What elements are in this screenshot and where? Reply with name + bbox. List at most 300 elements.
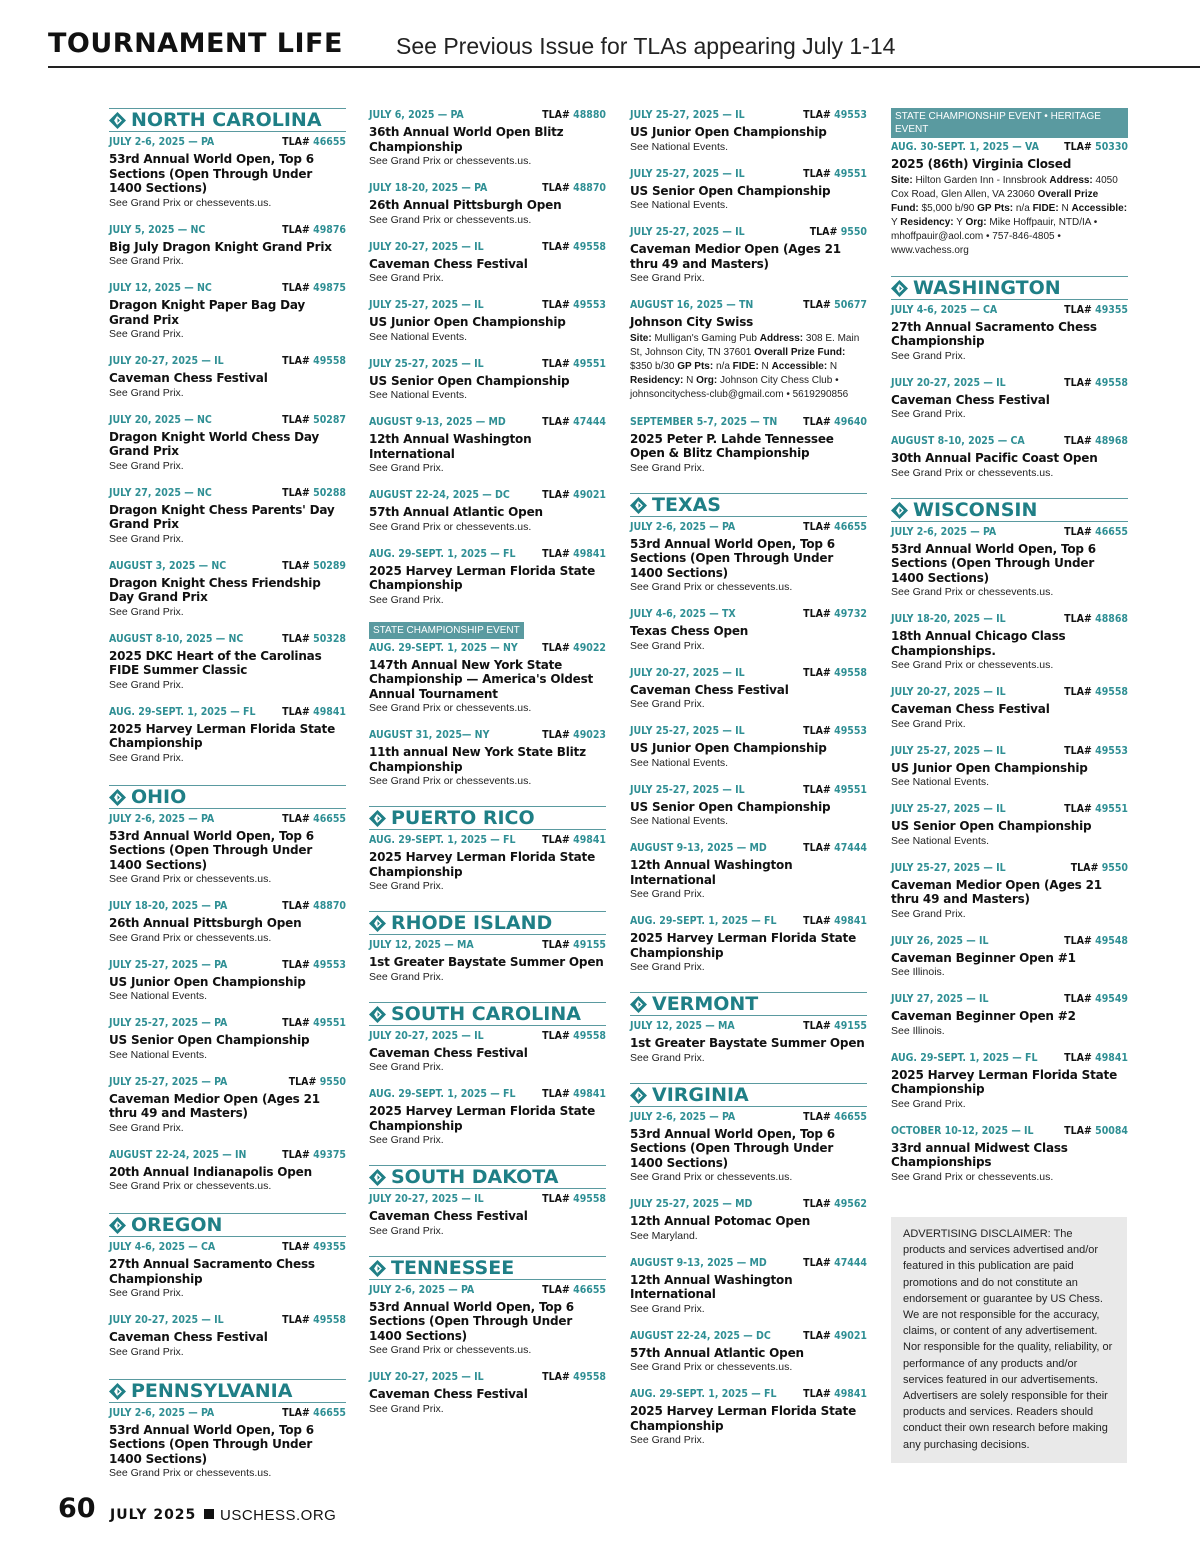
event-date: JULY 25-27, 2025 — IL <box>630 109 745 121</box>
event-dateline <box>630 520 867 534</box>
event-listing[interactable] <box>630 666 867 712</box>
event-listing[interactable] <box>369 728 606 788</box>
tla-number <box>282 812 346 826</box>
event-listing[interactable] <box>109 1148 346 1194</box>
tla-number <box>542 108 606 122</box>
event-listing[interactable] <box>109 223 346 269</box>
event-name: 53rd Annual World Open, Top 6 Sections (Open Through Under 1400 Sections) <box>630 536 835 580</box>
state-section <box>891 498 1128 1184</box>
tla-value: 47444 <box>834 842 867 854</box>
event-listing[interactable] <box>630 167 867 213</box>
tla-value: 49553 <box>313 958 346 971</box>
detail-value: $350 b/30 <box>630 360 678 372</box>
event-details <box>891 174 1128 258</box>
event-listing[interactable] <box>109 1313 346 1359</box>
tla-number <box>542 728 606 742</box>
state-heading <box>369 1256 606 1280</box>
event-name: Dragon Knight Chess Friendship Day Grand Prix <box>109 575 321 604</box>
event-name: US Junior Open Championship <box>630 741 827 755</box>
event-listing[interactable] <box>630 607 867 653</box>
state-name: SOUTH DAKOTA <box>391 1166 559 1188</box>
event-listing[interactable] <box>630 1110 867 1185</box>
chess-knight-icon <box>109 789 126 806</box>
event-listing[interactable] <box>369 833 606 893</box>
event-date: JULY 2-6, 2025 — PA <box>630 520 736 533</box>
event-date: JULY 25-27, 2025 — PA <box>109 1017 228 1029</box>
tla-label: TLA# <box>542 1193 574 1205</box>
event-listing[interactable] <box>630 914 867 974</box>
event-note: See Grand Prix. <box>369 880 444 892</box>
tla-number <box>282 958 346 972</box>
event-listing[interactable] <box>109 705 346 765</box>
event-listing[interactable] <box>109 559 346 619</box>
tla-label: TLA# <box>803 725 835 737</box>
state-section <box>369 1256 606 1416</box>
event-date: AUG. 29-SEPT. 1, 2025 — FL <box>369 834 516 846</box>
detail-key: Overall Prize Fund: <box>891 188 1099 214</box>
event-listing[interactable] <box>369 1283 606 1358</box>
tla-value: 49551 <box>834 783 867 796</box>
event-name: US Junior Open Championship <box>369 315 566 329</box>
event-name: Caveman Chess Festival <box>109 371 268 385</box>
event-dateline <box>109 1406 346 1420</box>
tla-label: TLA# <box>542 416 574 428</box>
event-dateline <box>109 559 346 573</box>
tla-value: 49640 <box>834 415 867 428</box>
event-listing[interactable] <box>109 1075 346 1135</box>
event-name: 11th annual New York State Blitz Championship <box>369 745 586 774</box>
tla-value: 49841 <box>1095 1051 1128 1064</box>
event-listing[interactable] <box>630 1329 867 1375</box>
tla-label: TLA# <box>542 1371 574 1383</box>
detail-value: n/a <box>713 360 733 372</box>
state-name: VERMONT <box>652 993 759 1015</box>
tla-value: 49355 <box>1095 303 1128 316</box>
tla-label: TLA# <box>1064 744 1096 757</box>
event-listing[interactable] <box>630 1019 867 1065</box>
tla-number <box>803 1197 867 1211</box>
detail-value: Mike Hoffpauir, NTD/IA • mhoffpauir@aol.com • 757-846-4805 • www.vachess.org <box>891 216 1098 256</box>
event-date: JULY 20-27, 2025 — IL <box>630 666 745 679</box>
event-date: OCTOBER 10-12, 2025 — IL <box>891 1124 1034 1137</box>
event-listing[interactable] <box>891 1051 1128 1111</box>
detail-key: GP Pts: <box>677 360 714 372</box>
detail-value: Mulligan's Gaming Pub <box>651 332 760 344</box>
tla-value: 50289 <box>313 559 346 572</box>
tla-label: TLA# <box>1064 934 1096 947</box>
event-listing[interactable] <box>369 357 606 403</box>
detail-value: N <box>827 360 838 372</box>
event-note: See Grand Prix. <box>109 1345 184 1358</box>
event-name: 2025 Harvey Lerman Florida State Championship <box>891 1067 1118 1096</box>
tla-label: TLA# <box>803 520 835 533</box>
tla-label: TLA# <box>542 357 574 370</box>
tla-number <box>803 607 867 621</box>
tla-value: 49021 <box>834 1329 867 1342</box>
event-name: Johnson City Swiss <box>630 315 754 329</box>
event-listing[interactable] <box>891 376 1128 422</box>
event-listing[interactable] <box>109 135 346 210</box>
event-dateline <box>630 167 867 181</box>
event-date: AUG. 29-SEPT. 1, 2025 — FL <box>630 1388 777 1400</box>
event-listing[interactable] <box>369 1370 606 1416</box>
tla-value: 46655 <box>573 1283 606 1296</box>
event-listing[interactable] <box>369 1029 606 1075</box>
tla-label: TLA# <box>1064 435 1096 447</box>
event-note: See Grand Prix or chessevents.us. <box>630 1361 793 1373</box>
event-name: 12th Annual Washington International <box>369 432 532 461</box>
tla-label: TLA# <box>803 666 835 679</box>
tla-label: TLA# <box>803 167 835 180</box>
detail-value: 4050 Cox Road, Glen Allen, VA 23060 <box>891 174 1118 200</box>
event-note: See Grand Prix. <box>369 1402 444 1415</box>
event-date: JULY 2-6, 2025 — PA <box>109 812 215 825</box>
state-name: TEXAS <box>652 493 721 516</box>
event-date: JULY 20-27, 2025 — IL <box>891 686 1006 698</box>
detail-key: Site: <box>891 174 913 186</box>
event-listing[interactable] <box>630 1197 867 1243</box>
tla-value: 49553 <box>1095 744 1128 757</box>
event-listing[interactable] <box>630 1387 867 1447</box>
tla-number <box>542 641 606 655</box>
state-name: TENNESSEE <box>391 1256 515 1279</box>
event-listing[interactable] <box>630 520 867 595</box>
tla-value: 46655 <box>313 136 346 148</box>
state-heading <box>369 911 606 935</box>
tla-value: 46655 <box>313 1406 346 1419</box>
event-dateline <box>369 547 606 561</box>
event-dateline <box>630 724 867 738</box>
event-dateline <box>630 108 867 122</box>
tla-value: 46655 <box>834 1110 867 1123</box>
event-dateline <box>109 1016 346 1030</box>
tla-value: 49558 <box>573 1029 606 1042</box>
event-date: JULY 20-27, 2025 — IL <box>109 355 224 367</box>
event-dateline <box>369 357 606 371</box>
detail-value: N <box>683 374 697 386</box>
tla-number <box>1064 303 1128 317</box>
event-dateline <box>630 415 867 429</box>
event-date: JULY 25-27, 2025 — IL <box>630 226 745 238</box>
event-listing[interactable] <box>109 958 346 1004</box>
tla-value: 46655 <box>1095 525 1128 538</box>
event-listing[interactable] <box>109 1240 346 1300</box>
event-name: US Senior Open Championship <box>630 799 831 814</box>
event-dateline <box>109 705 346 719</box>
detail-value: 308 E. Main St, Johnson City, TN 37601 <box>630 332 860 358</box>
tla-value: 48868 <box>1095 613 1128 625</box>
tla-value: 49558 <box>313 1314 346 1326</box>
tla-label: TLA# <box>542 1283 574 1296</box>
state-name: RHODE ISLAND <box>391 912 553 934</box>
tla-label: TLA# <box>282 282 314 294</box>
event-date: JULY 26, 2025 — IL <box>891 934 989 947</box>
event-date: JULY 25-27, 2025 — IL <box>630 783 745 796</box>
event-note: See Grand Prix. <box>630 461 705 474</box>
event-listing[interactable] <box>109 486 346 546</box>
event-listing[interactable] <box>109 632 346 692</box>
tla-number <box>542 181 606 195</box>
tla-value: 49841 <box>313 705 346 718</box>
event-listing[interactable] <box>630 415 867 475</box>
tla-label: TLA# <box>803 608 835 620</box>
tla-value: 49841 <box>834 1388 867 1400</box>
event-listing[interactable] <box>109 1016 346 1062</box>
advertising-disclaimer: ADVERTISING DISCLAIMER: The products and services advertised and/or featured in this publication are paid promotions and do not constitute an endorsement or guarantee by US Chess. We are not responsible for the accuracy, claims, or content of any advertisement. Nor responsible for the quality, reliability, or performance of any products and/or services featured in our advertisements. Advertisers are solely responsible for their products and services. Readers should conduct their own research before making any purchasing decisions. <box>891 1217 1127 1463</box>
event-listing[interactable] <box>891 303 1128 363</box>
event-note: See National Events. <box>369 330 468 343</box>
state-heading <box>109 108 346 132</box>
tla-label: TLA# <box>542 182 574 194</box>
event-dateline <box>109 1075 346 1089</box>
event-listing[interactable] <box>891 108 1128 258</box>
event-listing[interactable] <box>109 413 346 473</box>
event-dateline <box>630 1110 867 1124</box>
event-listing[interactable] <box>369 547 606 607</box>
event-note: See National Events. <box>109 990 208 1002</box>
tla-value: 48968 <box>1095 435 1128 447</box>
event-listing[interactable] <box>369 938 606 984</box>
tla-value: 48870 <box>313 900 346 912</box>
event-listing[interactable] <box>630 724 867 770</box>
event-dateline <box>109 413 346 427</box>
state-heading <box>369 806 606 830</box>
tla-number <box>542 1192 606 1206</box>
event-dateline <box>369 938 606 952</box>
event-listing[interactable] <box>630 841 867 901</box>
event-listing[interactable] <box>369 620 606 716</box>
event-dateline <box>891 685 1128 699</box>
event-listing[interactable] <box>369 1192 606 1238</box>
chess-knight-icon <box>630 497 647 514</box>
tla-value: 49155 <box>573 939 606 951</box>
detail-key: Accessible: <box>771 360 828 372</box>
event-date: AUGUST 22-24, 2025 — DC <box>369 489 510 501</box>
event-note: See Grand Prix or chessevents.us. <box>369 155 532 167</box>
event-name: 27th Annual Sacramento Chess Championship <box>109 1257 315 1286</box>
tla-label: TLA# <box>1064 1124 1096 1137</box>
event-date: AUGUST 16, 2025 — TN <box>630 299 754 311</box>
column-2 <box>369 108 606 1429</box>
event-name: 2025 Harvey Lerman Florida State Championship <box>109 721 336 750</box>
event-date: AUGUST 3, 2025 — NC <box>109 559 227 572</box>
detail-value: Y <box>953 216 966 228</box>
event-note: See Grand Prix. <box>109 386 184 399</box>
event-date: JULY 2-6, 2025 — PA <box>891 525 997 538</box>
event-name: Caveman Medior Open (Ages 21 thru 49 and Masters) <box>109 1091 320 1120</box>
tla-number <box>542 298 606 312</box>
state-name: WASHINGTON <box>913 276 1061 299</box>
event-listing[interactable] <box>891 612 1128 672</box>
tla-label: TLA# <box>542 299 574 311</box>
event-listing[interactable] <box>369 415 606 475</box>
event-listing[interactable] <box>369 298 606 344</box>
tla-label: TLA# <box>282 486 314 499</box>
event-listing[interactable] <box>891 992 1128 1038</box>
event-dateline <box>630 1019 867 1033</box>
event-name: Caveman Medior Open (Ages 21 thru 49 and Masters) <box>891 877 1102 906</box>
event-dateline <box>369 1029 606 1043</box>
tla-number <box>542 1283 606 1297</box>
event-listing[interactable] <box>369 108 606 168</box>
tla-number <box>1064 140 1128 154</box>
event-listing[interactable] <box>891 744 1128 790</box>
event-note: See Grand Prix. <box>891 408 966 420</box>
event-listing[interactable] <box>630 108 867 154</box>
tla-label: TLA# <box>282 1314 314 1326</box>
detail-value: $5,000 b/90 <box>918 202 978 214</box>
tla-label: TLA# <box>803 109 835 121</box>
event-dateline <box>369 181 606 195</box>
event-date: JULY 6, 2025 — PA <box>369 109 464 121</box>
tla-number <box>1064 802 1128 816</box>
event-listing[interactable] <box>369 488 606 534</box>
event-listing[interactable] <box>109 1406 346 1481</box>
event-listing[interactable] <box>369 181 606 227</box>
event-listing[interactable] <box>891 1124 1128 1184</box>
event-dateline <box>891 992 1128 1006</box>
state-section <box>891 108 1128 258</box>
tla-label: TLA# <box>542 1088 574 1100</box>
event-listing[interactable] <box>630 783 867 829</box>
event-date: AUG. 29-SEPT. 1, 2025 — NY <box>369 641 518 654</box>
tla-value: 49841 <box>573 547 606 560</box>
event-dateline <box>109 812 346 826</box>
detail-value: Y <box>891 216 901 228</box>
event-date: JULY 20-27, 2025 — IL <box>369 1029 484 1042</box>
state-name: PENNSYLVANIA <box>131 1379 293 1402</box>
event-note: See Grand Prix. <box>109 459 184 472</box>
event-dateline <box>630 607 867 621</box>
detail-value: N <box>1058 202 1072 214</box>
event-dateline <box>630 298 867 312</box>
tla-number <box>803 841 867 855</box>
state-heading <box>630 493 867 517</box>
tla-number <box>282 1148 346 1162</box>
state-heading <box>630 992 867 1016</box>
tla-value: 49548 <box>1095 934 1128 947</box>
event-dateline <box>891 1051 1128 1065</box>
tla-value: 49375 <box>313 1148 346 1161</box>
chess-knight-icon <box>369 810 386 827</box>
event-name: 18th Annual Chicago Class Championships. <box>891 629 1066 658</box>
issue-month: JULY 2025 <box>110 1507 197 1523</box>
event-listing[interactable] <box>630 225 867 285</box>
event-date: JULY 25-27, 2025 — IL <box>630 167 745 180</box>
tla-label: TLA# <box>803 915 835 927</box>
event-listing[interactable] <box>891 934 1128 980</box>
event-listing[interactable] <box>630 298 867 402</box>
event-dateline <box>369 108 606 122</box>
tla-number <box>282 1406 346 1420</box>
state-section <box>369 1002 606 1148</box>
event-note: See Maryland. <box>630 1229 698 1242</box>
tla-value: 48880 <box>573 109 606 121</box>
event-listing[interactable] <box>630 1256 867 1316</box>
tla-number <box>1064 744 1128 758</box>
tla-label: TLA# <box>542 1029 574 1042</box>
tla-value: 46655 <box>313 812 346 825</box>
tla-value: 50084 <box>1095 1124 1128 1137</box>
event-listing[interactable] <box>891 861 1128 921</box>
event-note: See Illinois. <box>891 1024 945 1037</box>
tla-value: 49553 <box>573 299 606 311</box>
tla-label: TLA# <box>803 1020 835 1032</box>
event-note: See Illinois. <box>891 966 945 978</box>
detail-value: Johnson City Chess Club • johnsoncitychess-club@gmail.com • 5619290856 <box>630 374 849 400</box>
tla-number <box>803 298 867 312</box>
tla-value: 49558 <box>313 355 346 367</box>
event-listing[interactable] <box>109 354 346 400</box>
tla-number <box>542 547 606 561</box>
event-dateline <box>109 899 346 913</box>
state-heading <box>630 1083 867 1107</box>
event-listing[interactable] <box>891 525 1128 600</box>
state-section <box>630 108 867 475</box>
event-date: SEPTEMBER 5-7, 2025 — TN <box>630 415 778 428</box>
event-note: See Grand Prix or chessevents.us. <box>109 196 272 209</box>
tla-value: 49558 <box>573 1193 606 1205</box>
tla-label: TLA# <box>282 1406 314 1419</box>
event-listing[interactable] <box>891 685 1128 731</box>
event-dateline <box>369 728 606 742</box>
event-name: 147th Annual New York State Championship — America's Oldest Annual Tournament <box>369 657 594 701</box>
event-name: 26th Annual Pittsburgh Open <box>109 916 302 930</box>
event-name: 26th Annual Pittsburgh Open <box>369 198 562 212</box>
tla-label: TLA# <box>1064 803 1096 815</box>
detail-value: n/a <box>1013 202 1033 214</box>
event-dateline <box>369 240 606 254</box>
event-name: 2025 Peter P. Lahde Tennessee Open & Blitz Championship <box>630 431 834 460</box>
event-listing[interactable] <box>369 1087 606 1147</box>
tla-label: TLA# <box>282 1017 314 1029</box>
tla-label: TLA# <box>282 705 314 718</box>
detail-key: GP Pts: <box>977 202 1014 214</box>
event-listing[interactable] <box>891 802 1128 848</box>
detail-key: Accessible: <box>1071 202 1128 214</box>
event-date: AUGUST 22-24, 2025 — IN <box>109 1148 247 1161</box>
state-section <box>109 1379 346 1481</box>
tla-label: TLA# <box>1064 686 1096 698</box>
event-name: 12th Annual Potomac Open <box>630 1214 811 1228</box>
site-link[interactable]: USCHESS.ORG <box>220 1507 337 1524</box>
event-listing[interactable] <box>891 434 1128 480</box>
event-listing[interactable] <box>109 281 346 341</box>
event-note: See Grand Prix. <box>109 1287 184 1299</box>
tla-value: 49558 <box>1095 686 1128 698</box>
tla-number <box>282 135 346 149</box>
event-listing[interactable] <box>109 812 346 887</box>
event-dateline <box>891 612 1128 626</box>
event-note: See Grand Prix. <box>369 970 444 983</box>
event-dateline <box>369 641 606 655</box>
event-date: JULY 25-27, 2025 — IL <box>891 803 1006 815</box>
event-note: See National Events. <box>891 776 990 788</box>
tla-label: TLA# <box>282 355 314 367</box>
event-listing[interactable] <box>369 240 606 286</box>
event-name: US Junior Open Championship <box>109 974 306 989</box>
event-listing[interactable] <box>109 899 346 945</box>
tla-value: 49841 <box>573 1088 606 1100</box>
detail-key: Address: <box>1049 174 1093 186</box>
tla-label: TLA# <box>542 641 574 654</box>
event-dateline <box>630 666 867 680</box>
event-date: JULY 5, 2025 — NC <box>109 223 206 236</box>
event-name: Big July Dragon Knight Grand Prix <box>109 239 332 254</box>
tla-label: TLA# <box>803 842 835 854</box>
chess-knight-icon <box>369 1006 386 1023</box>
event-name: 1st Greater Baystate Summer Open <box>630 1036 865 1050</box>
